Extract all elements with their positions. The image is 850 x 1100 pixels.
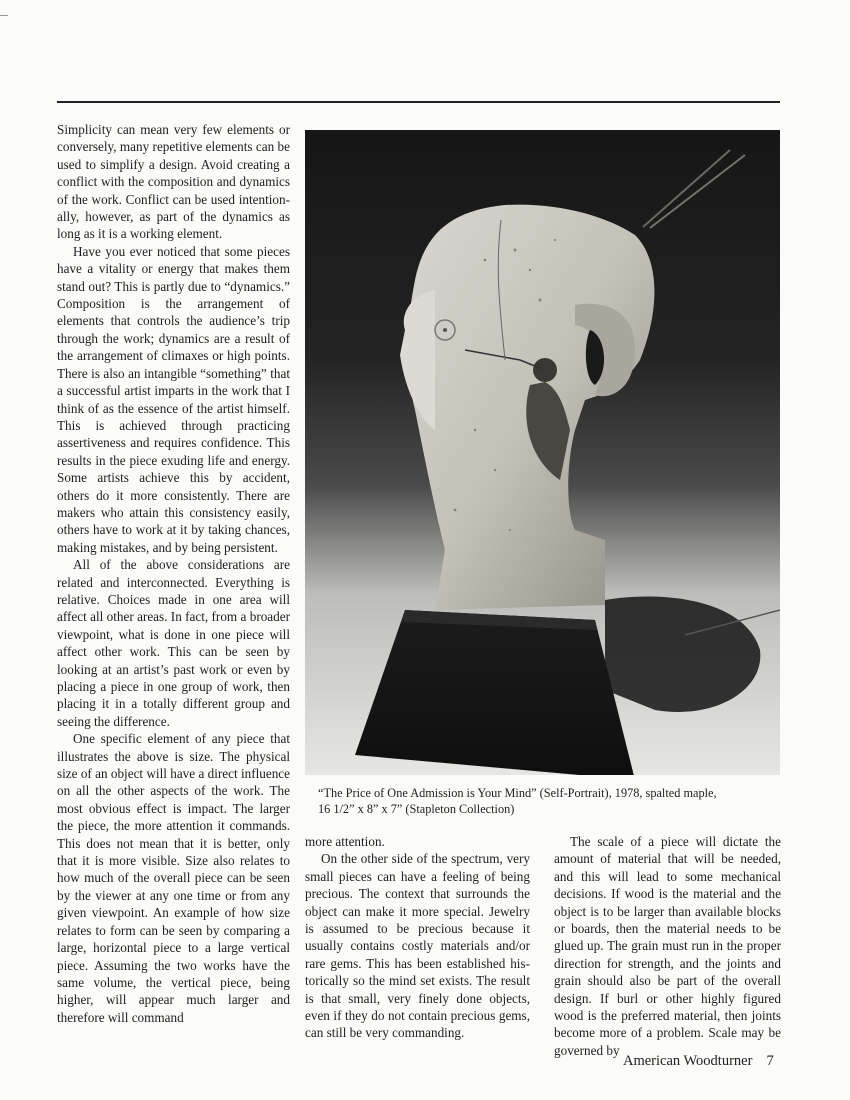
page-footer xyxy=(623,1053,774,1070)
crop-mark xyxy=(0,15,8,16)
paragraph: On the other side of the spectrum, very small pieces can have a feeling of being precious. The context that surrounds the object can make it more special. Jewelry is assumed to be precious because it usually contains costly materials and/or rare gems. This has been established historically so the mind set exists. The result is that small, very finely done objects, even if they do not contain precious gems, can still be very commanding. xyxy=(305,851,530,1041)
paragraph: Simplicity can mean very few elements or conversely, many repetitive elements can be used to simplify a design. Avoid creating a conflict with the composition and dynamics of the work. Conflict can be used intentionally, however, as part of the dynamics as long as it is a working element. xyxy=(57,122,290,242)
article-column-middle xyxy=(305,833,530,1042)
paragraph: One specific element of any piece that illustrates the above is size. The physical size of an object will have a direct influence on all the other aspects of the work. The most obvious effect is impact. The larger the piece, the more attention it commands. This does not mean that it is better, only that it is more visible. Size also relates to how much of the overall piece can be seen by the viewer at any one time or from any given viewpoint. An example of how size relates to form can be seen by comparing a large, horizontal piece to a large vertical piece. Assuming the two works have the same volume, the vertical piece, being higher, will appear much larger and therefore will command xyxy=(57,731,290,1025)
paragraph: more attention. xyxy=(305,834,385,849)
paragraph: The scale of a piece will dictate the amount of material that will be needed, and this will lead to some mechanical decisions. If wood is the material and the object is to be larger than available blocks or boards, then the material needs to be glued up. The grain must run in the proper direction for strength, and the joints and grain should also be part of the overall design. If burl or other highly figured wood is the preferred material, then joints become more of a problem. Scale may be governed by xyxy=(554,834,781,1058)
figure-caption xyxy=(318,786,784,817)
publication-name: American Woodturner xyxy=(623,1053,753,1069)
paragraph: Have you ever noticed that some pieces have a vitality or energy that makes them stand out? This is partly due to “dynamics.” Composition is the arrangement of elements that controls the audience’s trip through the work; dynamics are a result of the arrangement of climaxes or high points. There is also an intangible “something” that a successful artist imparts in the work that I think of as the essence of the artist himself. This is achieved through practicing assertiveness and requires confidence. This results in the piece exuding life and energy. Some artists achieve this by accident, others do it more consistently. There are makers who attain this consistency easily, others have to work at it by taking chances, making mistakes, and by being persistent. xyxy=(57,243,290,555)
caption-title-line: “The Price of One Admission is Your Mind” (Self-Portrait), 1978, spalted maple, xyxy=(318,786,717,800)
caption-dimensions-line: 16 1/2” x 8” x 7” (Stapleton Collection) xyxy=(318,801,515,816)
sculpture-illustration xyxy=(305,130,780,775)
header-rule xyxy=(57,101,780,103)
paragraph: All of the above considerations are related and interconnected. Everything is relative. Choices made in one area will affect all other areas. In fact, from a broader viewpoint, what is done in one piece will affect other work. This can be seen by looking at an artist’s past work or even by placing a piece in one group of work, then placing it in a totally different group and seeing the difference. xyxy=(57,557,290,729)
page-number: 7 xyxy=(766,1053,774,1069)
article-column-left xyxy=(57,121,290,1026)
article-column-right xyxy=(554,833,781,1059)
sculpture-photo xyxy=(305,130,780,775)
